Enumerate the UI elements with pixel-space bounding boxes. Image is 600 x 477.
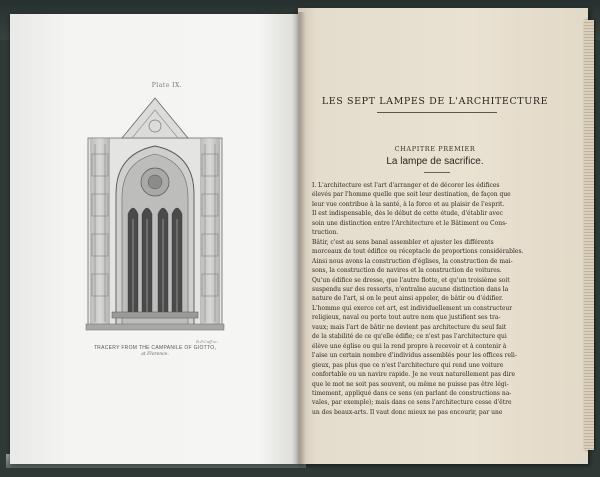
text-line: morceaux de tout édifice ou réceptacle de proportions considérables. xyxy=(312,248,524,256)
engraver-signature: R.P.Cuff sc. xyxy=(196,339,219,344)
plate-caption: TRACERY FROM THE CAMPANILE OF GIOTTO, xyxy=(93,345,217,351)
text-line: un des beaux-arts. Il vaut donc mieux ne pas encourir, par une xyxy=(312,408,503,416)
body-text xyxy=(312,181,570,417)
plate-caption-location: at Florence. xyxy=(141,352,169,357)
heading-rule xyxy=(377,112,497,113)
text-line: gieux, pas plus que ce n'est l'architecture qui rend une voiture xyxy=(312,361,504,369)
text-line: nature de l'art, si on le peut ainsi appeler, de bâtir ou d'édifier. xyxy=(312,295,504,303)
text-line: I. L'architecture est l'art d'arranger et de décorer les édifices xyxy=(312,182,500,189)
chapter-number: CHAPITRE PREMIER xyxy=(394,145,476,153)
text-line: que le mot ne soit pas souvent, ou même ne puisse pas être légi- xyxy=(312,380,509,388)
right-page-stack-edge xyxy=(584,20,594,450)
engraving-gothic-window xyxy=(82,94,228,334)
text-line: timement, appliqué dans ce sens (en parlant de constructions na- xyxy=(312,389,512,397)
text-line: de la stabilité de ce qu'elle édifie; ce n'est pas l'architecture qui xyxy=(312,333,507,341)
text-line: Qu'un édifice se dresse, que l'autre flotte, et qu'un troisième soit xyxy=(312,276,510,284)
text-line: soin une distinction entre l'Architecture et le Bâtiment ou Cons- xyxy=(312,219,508,227)
text-line: élève une église ou qui la rend propre à recevoir et à contenir à xyxy=(312,342,507,350)
text-line: l'aise un certain nombre d'individus assemblés pour les offices reli- xyxy=(312,352,517,360)
text-line: truction. xyxy=(312,229,339,237)
text-line: vaux; mais l'art de bâtir ne devient pas architecture du seul fait xyxy=(312,323,507,331)
text-line: L'homme qui exerce cet art, est individuellement un constructeur xyxy=(312,304,513,312)
text-line: Il est indispensable, dès le début de cette étude, d'établir avec xyxy=(312,210,503,218)
text-line: religieux, naval ou porte tout autre nom que justifient ses tra- xyxy=(312,314,501,322)
plate-label: Plate IX. xyxy=(151,82,183,89)
chapter-title: La lampe de sacrifice. xyxy=(386,156,484,167)
text-line: vales, par exemple); mais dans ce sens l'architecture cesse d'être xyxy=(312,399,512,407)
text-line: sons, la construction de navires et la construction de voitures. xyxy=(312,267,502,275)
text-line: élevés par l'homme quelle que soit leur destination, de façon que xyxy=(312,191,511,199)
text-line: Bâtir, c'est au sens banal assembler et ajuster les différents xyxy=(312,238,494,246)
running-head: LES SEPT LAMPES DE L'ARCHITECTURE xyxy=(321,96,549,107)
text-line: Ainsi nous avons la construction d'églises, la construction de mai- xyxy=(312,257,513,265)
book-gutter-shadow xyxy=(292,12,306,464)
text-line: leur vue contribue à la santé, à la force et au plaisir de l'esprit. xyxy=(312,200,505,208)
chapter-rule xyxy=(424,172,450,173)
text-line: suspendu sur des ressorts, n'entraîne aucune distinction dans la xyxy=(312,285,509,293)
text-line: confortable ou un navire rapide. Je ne veux naturellement pas dire xyxy=(312,371,516,379)
